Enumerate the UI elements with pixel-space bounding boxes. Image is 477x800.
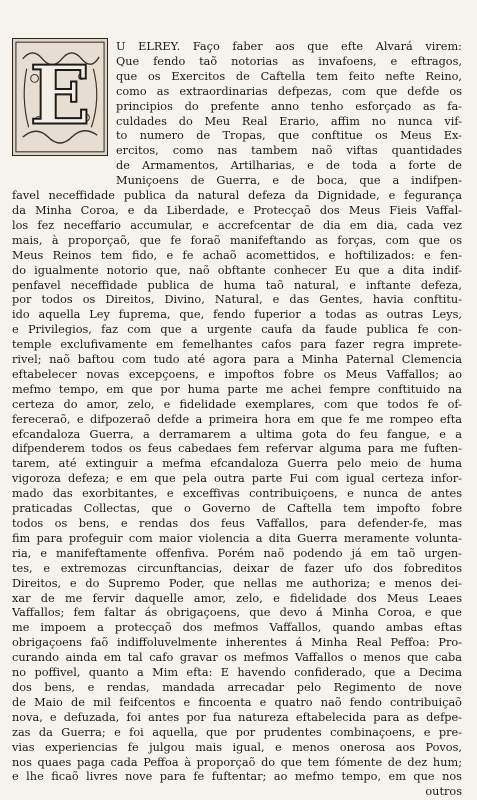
text-line: difpenderem todos os feus cabedaes fem refervar alguma para me fuften- — [12, 442, 462, 456]
text-line: como as extraordinarias defpezas, com que defde os — [116, 84, 462, 98]
text-line: nova, e defuzada, foi antes por fua natureza eftabelecida para as defpe- — [12, 710, 462, 724]
text-line: zas da Guerra; e foi aquella, que por prudentes combinaçoens, e pre- — [12, 725, 462, 739]
text-line: fim para profeguir com maior violencia a dita Guerra meramente volunta- — [12, 531, 462, 545]
text-line: rivel; naõ baftou com tudo até agora para a Minha Paternal Clemencia — [12, 353, 462, 367]
text-line: obrigaçoens faõ indiffoluvelmente inherentes á Minha Real Peffoa: Pro- — [12, 636, 462, 650]
text-line: Muniçoens de Guerra, e de boca, que a indifpen- — [116, 174, 462, 188]
text-line: fereceraõ, e difpozeraõ defde a primeira hora em que fe me rompeo efta — [12, 412, 462, 426]
text-line: ido aquella Ley fuprema, que, fendo fuperior a todas as outras Leys, — [12, 308, 462, 322]
text-line: que os Exercitos de Caftella tem feito nefte Reino, — [116, 69, 462, 83]
text-line: dos bens, e rendas, mandada arrecadar pelo Regimento de nove — [12, 680, 462, 694]
text-line: do igualmente notorio que, naõ obftante conhecer Eu que a dita indif- — [12, 263, 462, 277]
text-line: praticadas Collectas, que o Governo de Caftella tem impofto fobre — [12, 502, 462, 516]
text-line: todos os bens, e rendas dos feus Vaffallos, para defender-fe, mas — [12, 517, 462, 530]
text-line: mado das exorbitantes, e exceffivas contribuiçoens, e nunca de antes — [12, 487, 462, 501]
text-line: mefmo tempo, em que por huma parte me achei fempre conftituido na — [12, 382, 462, 396]
text-line: to numero de Tropas, que conftitue os Meus Ex- — [116, 129, 462, 143]
text-line: penfavel neceffidade publica de huma taõ natural, e inftante defeza, — [12, 278, 462, 292]
text-line: de Armamentos, Artilharias, e de toda a forte de — [116, 159, 462, 173]
text-line: da Minha Coroa, e da Liberdade, e Protecçaõ dos Meus Fieis Vaffal- — [12, 203, 462, 217]
text-line: por todos os Direitos, Divino, Natural, e das Gentes, havia conftitu- — [12, 293, 462, 307]
text-line: tarem, até extinguir a mefma efcandaloza Guerra pelo meio de huma — [12, 457, 462, 471]
text-line: e Privilegios, faz com que a urgente caufa da faude publica fe con- — [12, 323, 462, 337]
text-line: me impoem a protecçaõ dos mefmos Vaffallos, quando ambas eftas — [12, 621, 462, 635]
initial-glyph: E — [29, 48, 91, 143]
text-line: ercitos, como nas tambem naõ viftas quantidades — [116, 144, 462, 158]
text-line: Vaffallos; fem faltar ás obrigaçoens, que devo á Minha Coroa, e que — [12, 606, 462, 620]
text-line: favel neceffidade publica da natural defeza da Dignidade, e fegurança — [12, 189, 462, 203]
text-line: Meus Reinos tem fido, e fe achaõ acomettidos, e hoftilizados: e fen- — [12, 248, 462, 262]
text-line: culdades do Meu Real Erario, affim no nunca vif- — [116, 114, 462, 128]
text-line: efcandaloza Guerra, a derramarem a ultima gota do feu fangue, e a — [12, 427, 462, 441]
text-line: xar de me fervir daquelle amor, zelo, e fidelidade dos Meus Leaes — [12, 591, 462, 605]
text-line: tes, e extremozas circunftancias, deixar de fazer ufo dos fobreditos — [12, 561, 462, 575]
text-line: vigoroza defeza; e em que pela outra parte Fui com igual certeza infor- — [12, 472, 462, 486]
text-line: vias experiencias fe julgou mais igual, e menos onerosa aos Povos, — [12, 740, 462, 754]
text-line: temple exclufivamente em femelhantes cafos para fazer regra imprete- — [12, 338, 462, 352]
text-line: curando ainda em tal cafo gravar os mefmos Vaffallos o menos que caba — [12, 651, 462, 665]
text-line: no poffivel, quanto a Mim efta: E havendo confiderado, que a Decima — [12, 666, 462, 680]
text-line: ria, e manifeftamente offenfiva. Porém naõ podendo já em taõ urgen- — [12, 546, 462, 560]
text-line: outros — [425, 785, 462, 799]
text-line: los fez neceffario accumular, e accrefcentar de dia em dia, cada vez — [12, 218, 462, 232]
text-line: Direitos, e do Supremo Poder, que nellas me authoriza; e menos dei- — [12, 576, 462, 590]
text-line: e lhe ficaõ livres nove para fe fuftentar; ao mefmo tempo, em que nos — [12, 770, 462, 784]
text-line: certeza do amor, zelo, e fidelidade exemplares, com que todos fe of- — [12, 397, 462, 411]
text-line: de Maio de mil feifcentos e fincoenta e quatro naõ fendo contribuiçaõ — [12, 695, 462, 709]
text-line: nos quaes paga cada Peffoa à proporçaõ do que tem fómente de dez hum; — [12, 755, 462, 769]
text-line: mais, à proporçaõ, que fe foraõ manifeftando as forças, com que os — [12, 233, 462, 247]
text-line: eftabelecer novas excepçoens, e impoftos fobre os Meus Vaffallos; ao — [12, 367, 462, 381]
text-line: principios do prefente anno tenho esforçado as fa- — [116, 99, 462, 113]
text-line: U ELREY. Faço faber aos que efte Alvará virem: — [116, 40, 462, 53]
body-text — [12, 40, 462, 800]
text-line: Que fendo taõ notorias as invafoens, e eftragos, — [116, 54, 462, 68]
